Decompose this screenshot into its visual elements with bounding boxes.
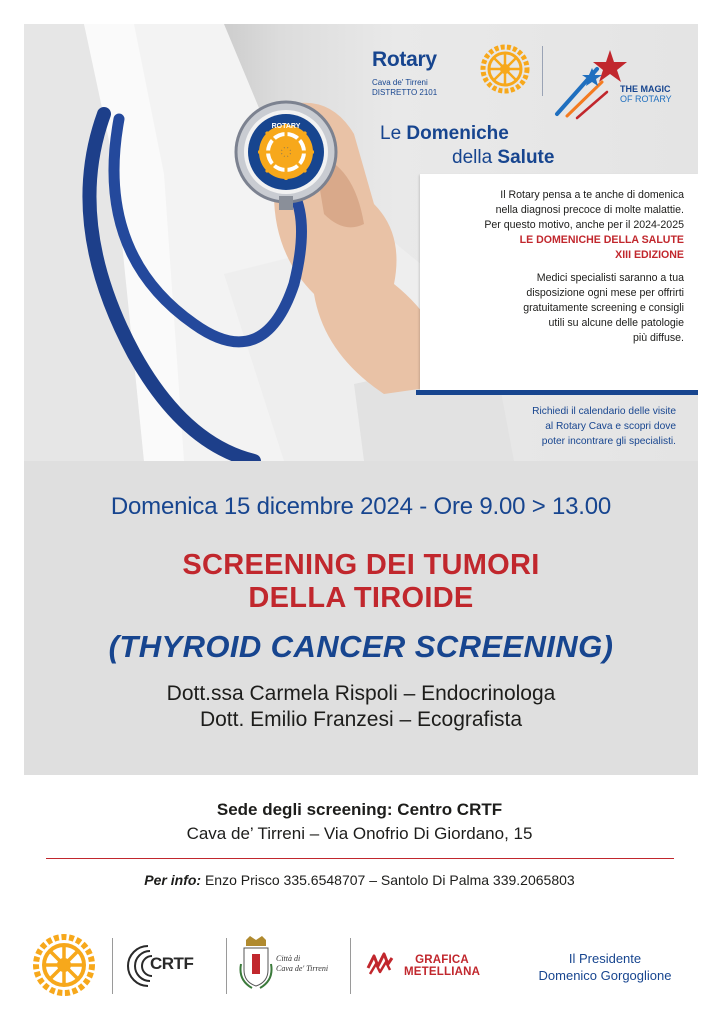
grafica-metelliana-icon <box>364 948 396 980</box>
city-crest-icon <box>238 936 274 990</box>
rotary-logo-icon <box>32 933 96 997</box>
event-date-time: Domenica 15 dicembre 2024 - Ore 9.00 > 13.00 <box>110 493 612 520</box>
city-label-line2: Cava de' Tirreni <box>276 964 329 973</box>
infobox-body-line: più diffuse. <box>632 332 684 344</box>
president-name: Domenico Gorgoglione <box>538 968 672 983</box>
club-city: Cava de' Tirreni <box>372 78 428 87</box>
infobox-body <box>430 271 684 346</box>
header-divider <box>542 46 543 96</box>
event-title-line2: DELLA TIROIDE <box>248 582 474 614</box>
footer-separator <box>350 938 351 994</box>
infobox-intro-line: nella diagnosi precoce di molte malattie. <box>495 204 684 216</box>
contact-text: Enzo Prisco 335.6548707 – Santolo Di Palma 339.2065803 <box>201 872 575 888</box>
event-title-line1: SCREENING DEI TUMORI <box>182 549 540 581</box>
magic-line2: OF ROTARY <box>620 94 672 104</box>
calendar-note-line: al Rotary Cava e scopri dove <box>545 421 676 432</box>
event-title <box>24 549 698 615</box>
infobox-intro-line: Per questo motivo, anche per il 2024-2025 <box>484 219 684 231</box>
calendar-note-line: Richiedi il calendario delle visite <box>532 406 676 417</box>
grafica-line1: GRAFICA <box>415 954 469 966</box>
infobox-body-line: utili su alcune delle patologie <box>548 317 684 329</box>
hero-photo <box>24 24 698 461</box>
infobox-intro <box>430 188 684 263</box>
rotary-header <box>372 44 682 124</box>
doctor-2: Dott. Emilio Franzesi – Ecografista <box>199 708 523 731</box>
contact-label: Per info: <box>144 872 202 888</box>
calendar-note <box>532 404 676 449</box>
magic-of-rotary-text <box>620 84 672 104</box>
event-band <box>24 461 698 775</box>
president-signature <box>520 950 690 984</box>
city-label-line1: Città di <box>276 954 301 963</box>
infobox-body-line: Medici specialisti saranno a tua <box>536 272 684 284</box>
venue-address: Cava de’ Tirreni – Via Onofrio Di Giordano, 15 <box>186 824 533 843</box>
grafica-line2: METELLIANA <box>404 966 481 978</box>
series-title-bold2: Salute <box>497 147 555 168</box>
rotary-wordmark: Rotary <box>372 48 437 71</box>
screening-venue: Sede degli screening: Centro CRTF <box>216 800 503 819</box>
series-title <box>380 122 554 170</box>
info-box <box>420 174 698 390</box>
footer-separator <box>112 938 113 994</box>
divider-line <box>46 858 674 859</box>
infobox-body-line: gratuitamente screening e consigli <box>523 302 684 314</box>
city-label <box>276 954 328 974</box>
sponsor-footer <box>0 930 719 1010</box>
badge-rotary-text: ROTARY <box>271 123 301 130</box>
crtf-wordmark: CRTF <box>150 954 194 973</box>
grafica-metelliana-wordmark <box>404 954 480 978</box>
president-title: Il Presidente <box>568 951 642 966</box>
event-title-english: (THYROID CANCER SCREENING) <box>108 629 614 664</box>
magic-line1: THE MAGIC <box>620 84 671 94</box>
doctors-list <box>24 681 698 733</box>
series-title-prefix1: Le <box>380 123 407 144</box>
club-district: DISTRETTO 2101 <box>372 88 438 97</box>
doctor-1: Dott.ssa Carmela Rispoli – Endocrinologa <box>166 682 556 705</box>
calendar-note-line: poter incontrare gli specialisti. <box>541 436 676 447</box>
infobox-intro-line: Il Rotary pensa a te anche di domenica <box>500 189 684 201</box>
rotary-wheel-icon <box>480 44 530 94</box>
infobox-highlight-title: LE DOMENICHE DELLA SALUTE <box>519 234 684 246</box>
club-info <box>372 78 437 98</box>
series-title-bold1: Domeniche <box>406 123 509 144</box>
infobox-body-line: disposizione ogni mese per offrirti <box>526 287 684 299</box>
series-title-prefix2: della <box>452 147 498 168</box>
footer-separator <box>226 938 227 994</box>
contact-info <box>0 872 719 888</box>
infobox-highlight-edition: XIII EDIZIONE <box>615 249 684 261</box>
